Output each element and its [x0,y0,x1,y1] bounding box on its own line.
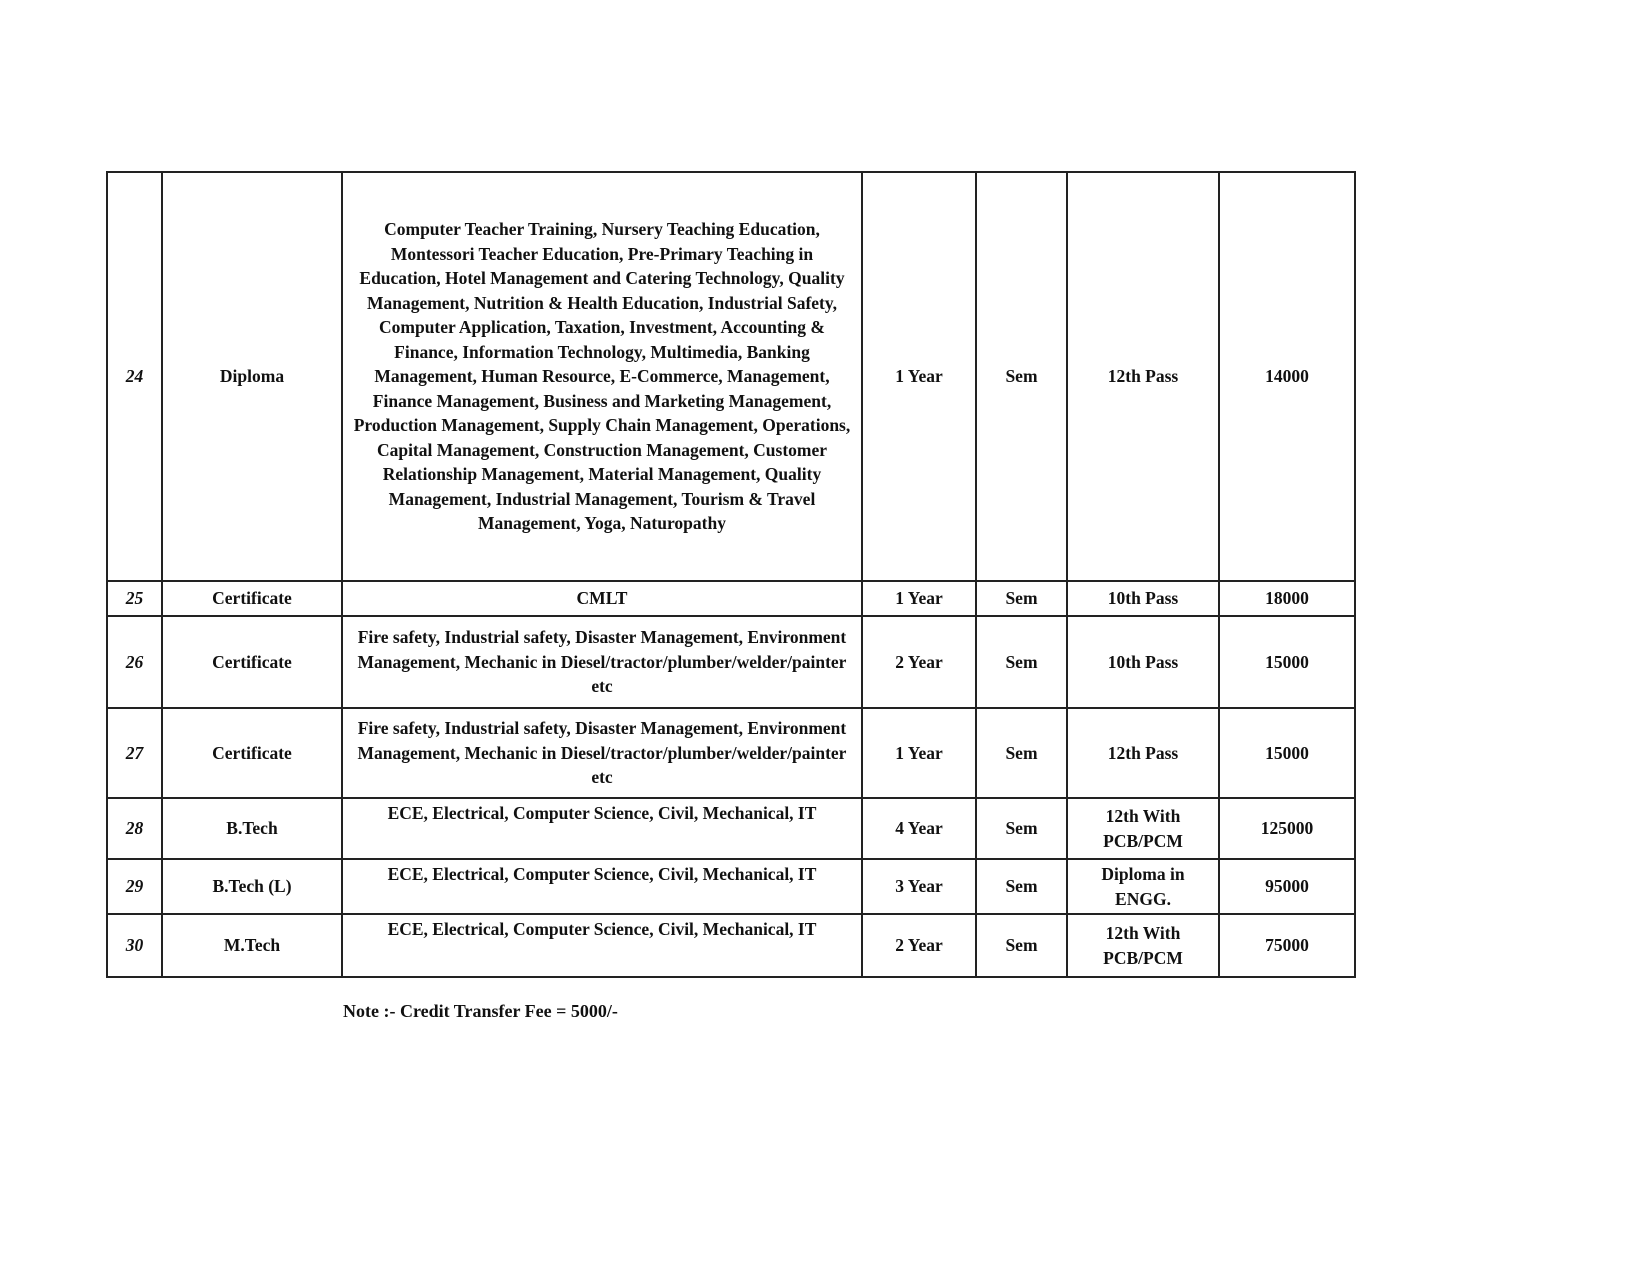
serial-number-cell: 30 [107,914,162,977]
fee-cell: 125000 [1219,798,1355,859]
course-cell: Certificate [162,581,342,616]
fee-cell: 75000 [1219,914,1355,977]
fee-cell: 18000 [1219,581,1355,616]
duration-cell: 3 Year [862,859,976,914]
eligibility-cell: 12th With PCB/PCM [1067,798,1219,859]
eligibility-cell: 10th Pass [1067,616,1219,708]
table-row [107,616,1355,708]
eligibility-cell: 10th Pass [1067,581,1219,616]
serial-number-cell: 29 [107,859,162,914]
mode-cell: Sem [976,581,1067,616]
subjects-cell: Fire safety, Industrial safety, Disaster Management, Environment Management, Mechanic in Diesel/tractor/plumber/welder/painter etc [342,708,862,798]
duration-cell: 1 Year [862,708,976,798]
serial-number-cell: 28 [107,798,162,859]
table-row [107,798,1355,859]
mode-cell: Sem [976,172,1067,581]
fee-cell: 15000 [1219,616,1355,708]
eligibility-cell: Diploma in ENGG. [1067,859,1219,914]
eligibility-cell: 12th With PCB/PCM [1067,914,1219,977]
subjects-cell: Fire safety, Industrial safety, Disaster Management, Environment Management, Mechanic in Diesel/tractor/plumber/welder/painter etc [342,616,862,708]
subjects-cell: Computer Teacher Training, Nursery Teaching Education, Montessori Teacher Education, Pre-Primary Teaching in Education, Hotel Management and Catering Technology, Quality Management, Nutrition & Health Education, Industrial Safety, Computer Application, Taxation, Investment, Accounting & Finance, Information Technology, Multimedia, Banking Management, Human Resource, E-Commerce, Management, Finance Management, Business and Marketing Management, Production Management, Supply Chain Management, Operations, Capital Management, Construction Management, Customer Relationship Management, Material Management, Quality Management, Industrial Management, Tourism & Travel Management, Yoga, Naturopathy [342,172,862,581]
table-row [107,172,1355,581]
mode-cell: Sem [976,798,1067,859]
mode-cell: Sem [976,708,1067,798]
eligibility-cell: 12th Pass [1067,172,1219,581]
duration-cell: 2 Year [862,914,976,977]
mode-cell: Sem [976,616,1067,708]
course-fee-table [106,171,1356,978]
table-row [107,914,1355,977]
duration-cell: 1 Year [862,581,976,616]
duration-cell: 4 Year [862,798,976,859]
subjects-cell: CMLT [342,581,862,616]
fee-cell: 14000 [1219,172,1355,581]
credit-transfer-note: Note :- Credit Transfer Fee = 5000/- [343,1001,618,1021]
table-row [107,859,1355,914]
fee-cell: 95000 [1219,859,1355,914]
table-row [107,581,1355,616]
course-cell: B.Tech [162,798,342,859]
subjects-cell: ECE, Electrical, Computer Science, Civil, Mechanical, IT [342,859,862,914]
serial-number-cell: 26 [107,616,162,708]
serial-number-cell: 24 [107,172,162,581]
duration-cell: 1 Year [862,172,976,581]
table-row [107,708,1355,798]
mode-cell: Sem [976,859,1067,914]
fee-cell: 15000 [1219,708,1355,798]
course-cell: Diploma [162,172,342,581]
course-cell: B.Tech (L) [162,859,342,914]
serial-number-cell: 25 [107,581,162,616]
subjects-cell: ECE, Electrical, Computer Science, Civil, Mechanical, IT [342,914,862,977]
course-cell: Certificate [162,708,342,798]
course-cell: M.Tech [162,914,342,977]
duration-cell: 2 Year [862,616,976,708]
serial-number-cell: 27 [107,708,162,798]
subjects-cell: ECE, Electrical, Computer Science, Civil, Mechanical, IT [342,798,862,859]
eligibility-cell: 12th Pass [1067,708,1219,798]
course-cell: Certificate [162,616,342,708]
mode-cell: Sem [976,914,1067,977]
